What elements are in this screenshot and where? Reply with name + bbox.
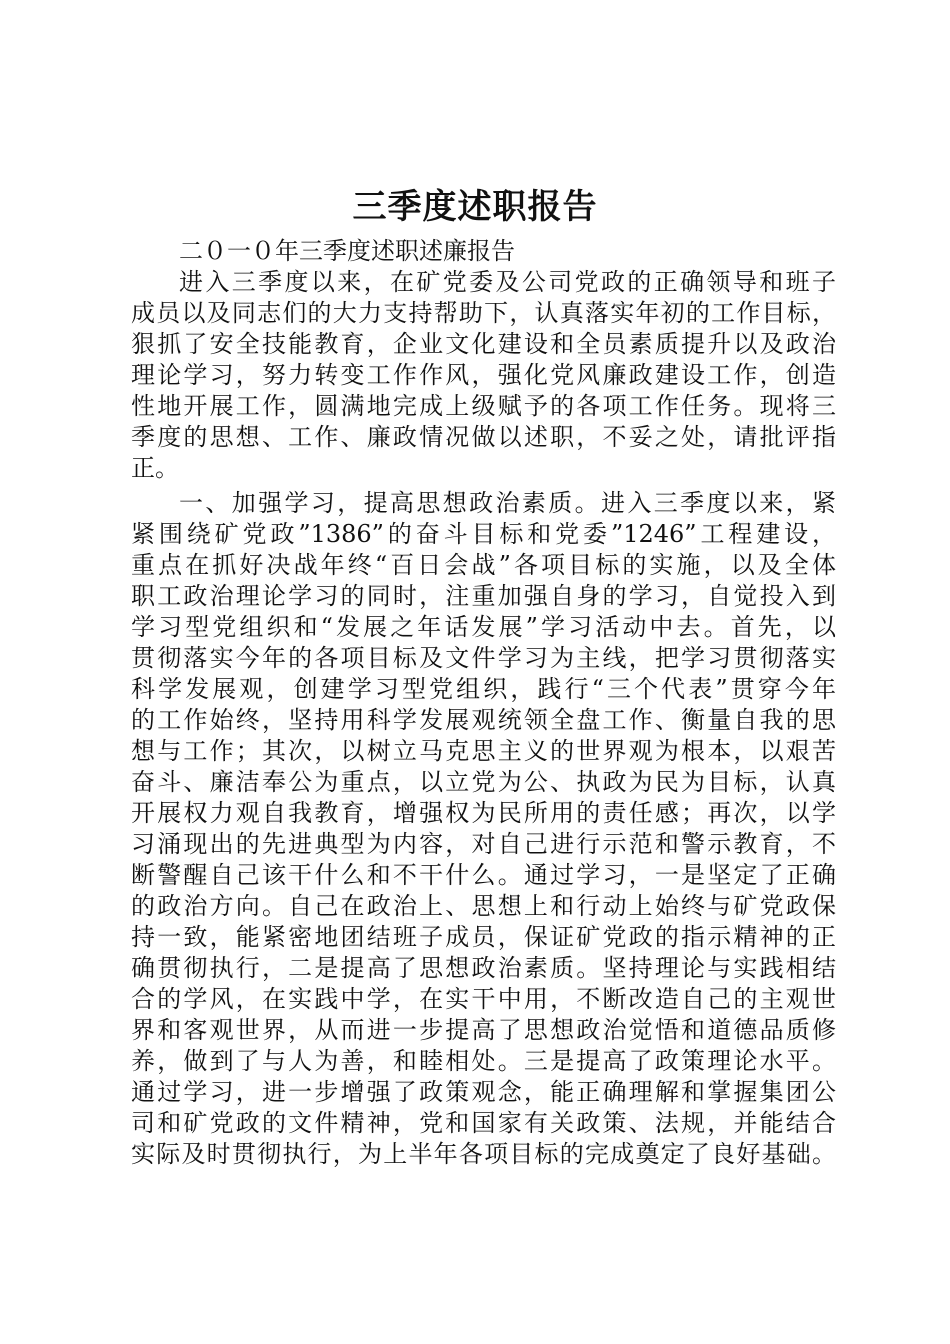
- page-title: 三季度述职报告: [352, 187, 598, 227]
- text-line: 奋斗、廉洁奉公为重点，以立党为公、执政为民为目标，认真: [131, 768, 836, 796]
- text-line: 开展权力观自我教育，增强权为民所用的责任感；再次，以学: [131, 799, 836, 827]
- text-line: 一、加强学习，提高思想政治素质。进入三季度以来，紧: [179, 489, 836, 517]
- text-line: 通过学习，进一步增强了政策观念，能正确理解和掌握集团公: [131, 1078, 836, 1106]
- text-line: 正。: [131, 454, 179, 482]
- report-subtitle: 二０一０年三季度述职述廉报告: [179, 237, 515, 265]
- document-body: [131, 236, 836, 1170]
- paragraph-intro: [131, 267, 836, 484]
- text-line: 学习型党组织和“发展之年话发展”学习活动中去。首先，以: [131, 613, 836, 641]
- text-line: 持一致，能紧密地团结班子成员，保证矿党政的指示精神的正: [131, 923, 836, 951]
- text-line: 职工政治理论学习的同时，注重加强自身的学习，自觉投入到: [131, 582, 836, 610]
- text-line: 性地开展工作，圆满地完成上级赋予的各项工作任务。现将三: [131, 392, 836, 420]
- text-line: 成员以及同志们的大力支持帮助下，认真落实年初的工作目标，: [131, 299, 836, 327]
- text-line: 实际及时贯彻执行，为上半年各项目标的完成奠定了良好基础。: [131, 1140, 836, 1168]
- text-line: 的政治方向。自己在政治上、思想上和行动上始终与矿党政保: [131, 892, 836, 920]
- text-line: 狠抓了安全技能教育，企业文化建设和全员素质提升以及政治: [131, 330, 836, 358]
- paragraph-study: [131, 488, 836, 1170]
- text-line: 重点在抓好决战年终“百日会战”各项目标的实施，以及全体: [131, 551, 836, 579]
- text-line: 断警醒自己该干什么和不干什么。通过学习，一是坚定了正确: [131, 861, 836, 889]
- text-line: 确贯彻执行，二是提高了思想政治素质。坚持理论与实践相结: [131, 954, 836, 982]
- text-line: 进入三季度以来，在矿党委及公司党政的正确领导和班子: [179, 268, 836, 296]
- text-line: 贯彻落实今年的各项目标及文件学习为主线，把学习贯彻落实: [131, 644, 836, 672]
- text-line: 的工作始终，坚持用科学发展观统领全盘工作、衡量自我的思: [131, 706, 836, 734]
- text-line: 合的学风，在实践中学，在实干中用，不断改造自己的主观世: [131, 985, 836, 1013]
- text-line: 理论学习，努力转变工作作风，强化党风廉政建设工作，创造: [131, 361, 836, 389]
- text-line: 科学发展观，创建学习型党组织，践行“三个代表”贯穿今年: [131, 675, 836, 703]
- text-line: 想与工作；其次，以树立马克思主义的世界观为根本，以艰苦: [131, 737, 836, 765]
- text-line: 习涌现出的先进典型为内容，对自己进行示范和警示教育，不: [131, 830, 836, 858]
- text-line: 季度的思想、工作、廉政情况做以述职，不妥之处，请批评指: [131, 423, 836, 451]
- text-line: 界和客观世界，从而进一步提高了思想政治觉悟和道德品质修: [131, 1016, 836, 1044]
- text-line: 紧围绕矿党政”1386”的奋斗目标和党委”1246”工程建设，: [131, 520, 836, 548]
- text-line: 司和矿党政的文件精神，党和国家有关政策、法规，并能结合: [131, 1109, 836, 1137]
- text-line: 养，做到了与人为善，和睦相处。三是提高了政策理论水平。: [131, 1047, 836, 1075]
